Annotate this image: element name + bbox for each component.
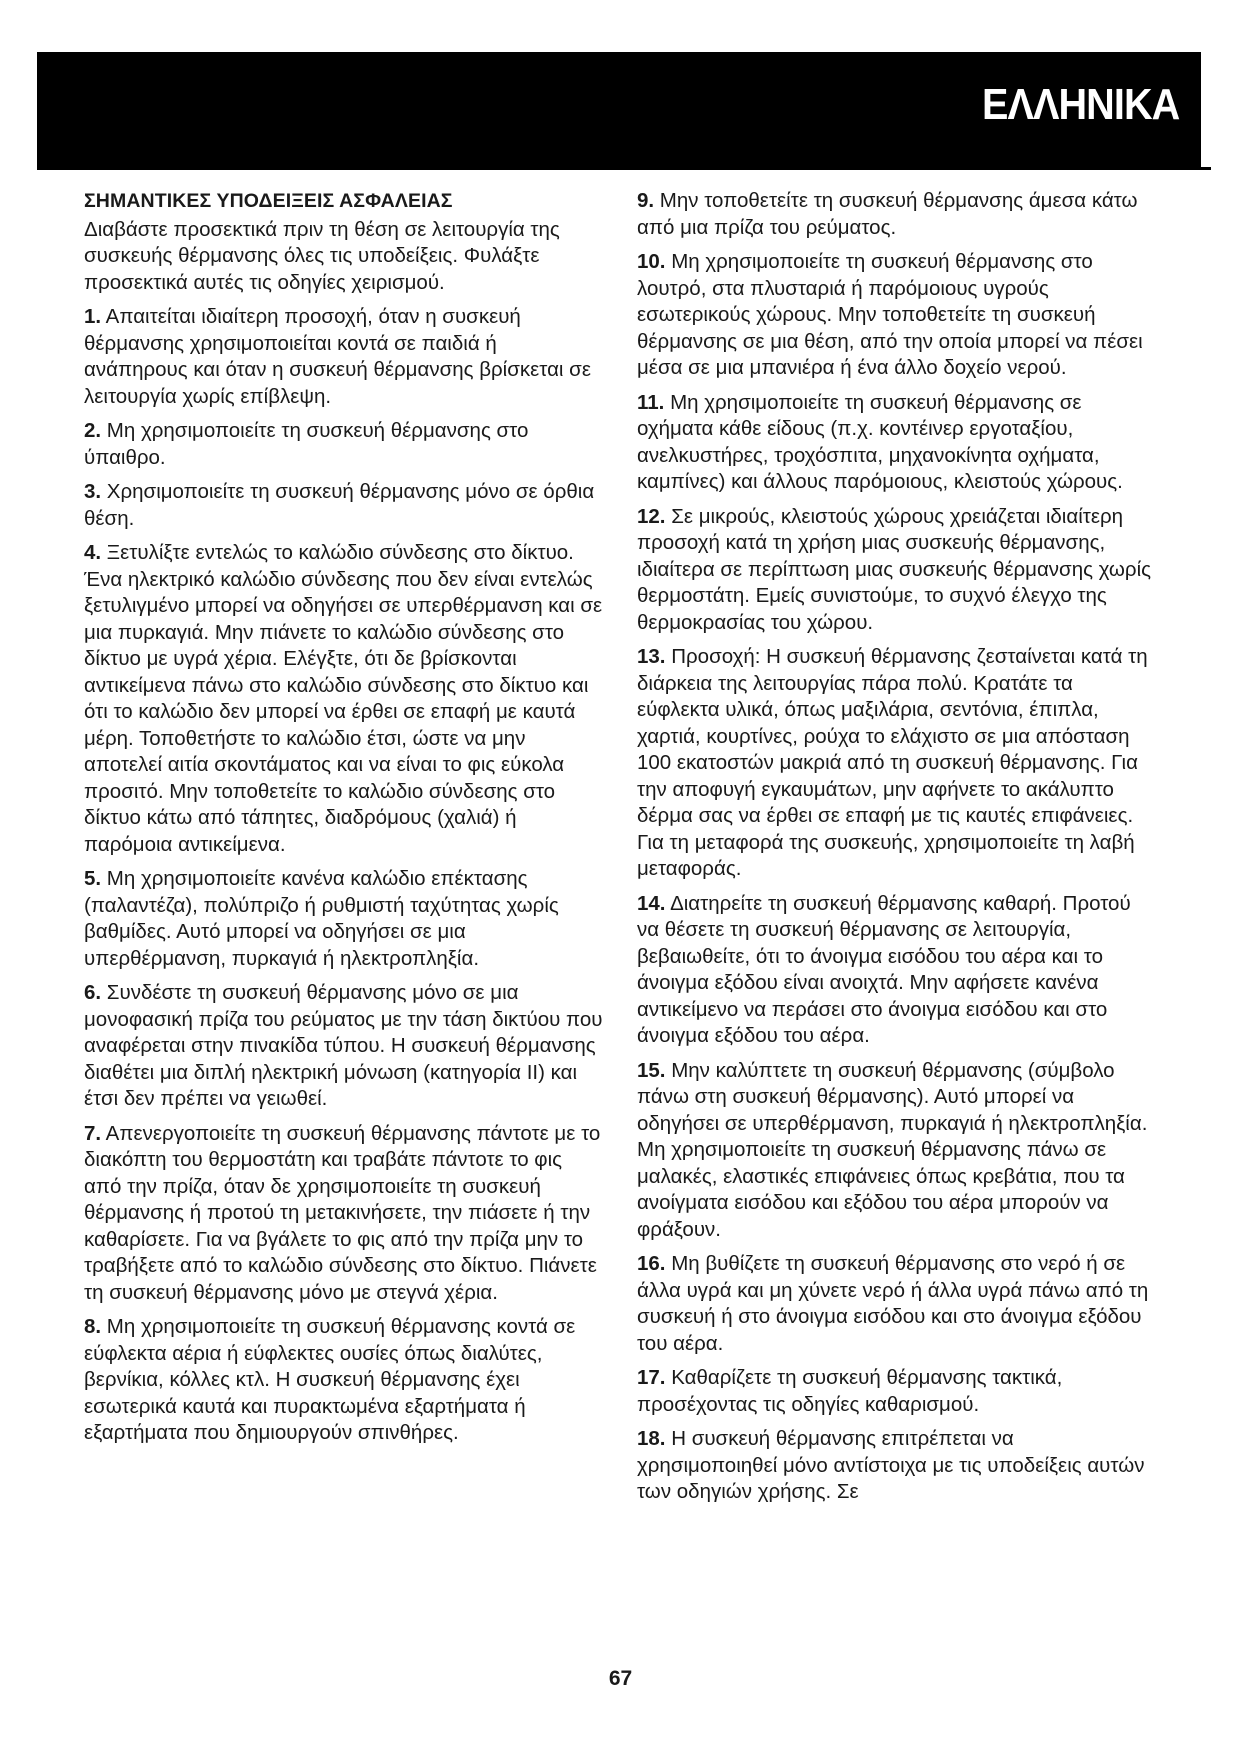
item-number: 6. [84, 981, 102, 1004]
item-number: 7. [84, 1121, 102, 1145]
safety-item [637, 1251, 1157, 1357]
item-number: 17. [637, 1366, 666, 1389]
item-text: Μη χρησιμοποιείτε τη συσκευή θέρμανσης στο ύπαιθρο. [84, 419, 529, 469]
page-number: 67 [608, 1667, 633, 1690]
safety-item [637, 390, 1157, 496]
item-number: 18. [637, 1427, 666, 1450]
safety-item [84, 479, 604, 532]
item-text: Μη χρησιμοποιείτε κανένα καλώδιο επέκτασης (παλαντέζα), πολύπριζο ή ρυθμιστή ταχύτητας χωρίς βαθμίδες. Αυτό μπορεί να οδηγήσει σε μια υπερθέρμανση, πυρκαγιά ή ηλεκτροπληξία. [84, 867, 559, 970]
item-number: 14. [637, 891, 666, 915]
item-text: Μην καλύπτετε τη συσκευή θέρμανσης (σύμβολο πάνω στη συσκευή θέρμανσης). Αυτό μπορεί να οδηγήσει σε υπερθέρμανση, πυρκαγιά ή ηλεκτροπληξία. Μη χρησιμοποιείτε τη συσκευή θέρμανσης πάνω σε μαλακές, ελαστικές επιφάνειες όπως κρεβάτια, που τα ανοίγματα εισόδου και εξόδου του αέρα μπορούν να φράξουν. [637, 1058, 1148, 1241]
item-number: 1. [84, 305, 102, 328]
item-number: 13. [637, 645, 666, 668]
section-intro: Διαβάστε προσεκτικά πριν τη θέση σε λειτουργία της συσκευής θέρμανσης όλες τις υποδείξεις. Φυλάξτε προσεκτικά αυτές τις οδηγίες χειρισμού. [84, 217, 560, 294]
safety-item [637, 504, 1157, 637]
left-column [84, 188, 604, 1455]
safety-item [637, 1058, 1157, 1244]
item-number: 12. [637, 504, 666, 528]
safety-item [84, 980, 604, 1113]
header-band [37, 52, 1201, 170]
item-text: Συνδέστε τη συσκευή θέρμανσης μόνο σε μια μονοφασική πρίζα του ρεύματος με την τάση δικτύου που αναφέρεται στην πινακίδα τύπου. Η συσκευή θέρμανσης διαθέτει μια διπλή ηλεκτρική μόνωση (κατηγορία II) και έτσι δεν πρέπει να γειωθεί. [84, 981, 603, 1110]
safety-item [637, 891, 1157, 1050]
item-number: 3. [84, 480, 102, 503]
item-text: Καθαρίζετε τη συσκευή θέρμανσης τακτικά, προσέχοντας τις οδηγίες καθαρισμού. [637, 1366, 1063, 1416]
item-number: 2. [84, 419, 102, 442]
item-number: 15. [637, 1058, 666, 1082]
item-number: 16. [637, 1252, 666, 1275]
safety-item [84, 418, 604, 471]
item-text: Μη βυθίζετε τη συσκευή θέρμανσης στο νερό ή σε άλλα υγρά και μη χύνετε νερό ή άλλα υγρά πάνω από τη συσκευή ή στο άνοιγμα εισόδου και στο άνοιγμα εξόδου του αέρα. [637, 1252, 1149, 1355]
safety-item [84, 304, 604, 410]
item-text: Απενεργοποιείτε τη συσκευή θέρμανσης πάντοτε με το διακόπτη του θερμοστάτη και τραβάτε πάντοτε το φις από την πρίζα, όταν δε χρησιμοποιείτε τη συσκευή θέρμανσης ή προτού τη μετακινήσετε, την πιάσετε ή την καθαρίσετε. Για να βγάλετε το φις από την πρίζα μην το τραβήξετε από το καλώδιο σύνδεσης στο δίκτυο. Πιάνετε τη συσκευή θέρμανσης μόνο με στεγνά χέρια. [84, 1121, 601, 1304]
item-number: 5. [84, 867, 102, 890]
language-label: ΕΛΛΗΝΙΚΑ [981, 80, 1179, 129]
item-number: 8. [84, 1315, 102, 1338]
item-text: Απαιτείται ιδιαίτερη προσοχή, όταν η συσκευή θέρμανσης χρησιμοποιείται κοντά σε παιδιά ή ανάπηρους και όταν η συσκευή θέρμανσης βρίσκεται σε λειτουργία χωρίς επίβλεψη. [84, 305, 591, 408]
safety-item [637, 1365, 1157, 1418]
safety-item [84, 866, 604, 972]
item-number: 4. [84, 541, 102, 564]
item-number: 9. [637, 189, 655, 212]
safety-item [637, 249, 1157, 382]
item-text: Προσοχή: Η συσκευή θέρμανσης ζεσταίνεται κατά τη διάρκεια της λειτουργίας πάρα πολύ. Κρατάτε τα εύφλεκτα υλικά, όπως μαξιλάρια, σεντόνια, έπιπλα, χαρτιά, κουρτίνες, ρούχα το ελάχιστο σε μια απόσταση 100 εκατοστών μακριά από τη συσκευή θέρμανσης. Για την αποφυγή εγκαυμάτων, μην αφήνετε το ακάλυπτο δέρμα σας να έρθει σε επαφή με τις καυτές επιφάνειες. Για τη μεταφορά της συσκευής, χρησιμοποιείτε τη λαβή μεταφοράς. [637, 645, 1148, 880]
item-number: 10. [637, 250, 666, 273]
item-text: Χρησιμοποιείτε τη συσκευή θέρμανσης μόνο σε όρθια θέση. [84, 480, 595, 530]
item-text: Μη χρησιμοποιείτε τη συσκευή θέρμανσης κοντά σε εύφλεκτα αέρια ή εύφλεκτες ουσίες όπως διαλύτες, βερνίκια, κόλλες κτλ. Η συσκευή θέρμανσης έχει εσωτερικά καυτά και πυρακτωμένα εξαρτήματα ή εξαρτήματα που δημιουργούν σπινθήρες. [84, 1315, 576, 1444]
item-text: Η συσκευή θέρμανσης επιτρέπεται να χρησιμοποιηθεί μόνο αντίστοιχα με τις υποδείξεις αυτών των οδηγιών χρήσης. Σε [637, 1427, 1145, 1503]
right-column [637, 188, 1157, 1514]
item-text: Μη χρησιμοποιείτε τη συσκευή θέρμανσης σε οχήματα κάθε είδους (π.χ. κοντέινερ εργοταξίου, ανελκυστήρες, τροχόσπιτα, μηχανοκίνητα οχήματα, καμπίνες) και άλλους παρόμοιους, κλειστούς χώρους. [637, 390, 1123, 493]
safety-item [84, 1121, 604, 1307]
item-text: Μη χρησιμοποιείτε τη συσκευή θέρμανσης στο λουτρό, στα πλυσταριά ή παρόμοιους υγρούς εσωτερικούς χώρους. Μην τοποθετείτε τη συσκευή θέρμανσης σε μια θέση, από την οποία μπορεί να πέσει μέσα σε μια μπανιέρα ή ένα άλλο δοχείο νερού. [637, 250, 1143, 379]
safety-item [84, 540, 604, 858]
item-number: 11. [637, 390, 665, 414]
item-text: Ξετυλίξτε εντελώς το καλώδιο σύνδεσης στο δίκτυο. Ένα ηλεκτρικό καλώδιο σύνδεσης που δεν είναι εντελώς ξετυλιγμένο μπορεί να οδηγήσει σε υπερθέρμανση και σε μια πυρκαγιά. Μην πιάνετε το καλώδιο σύνδεσης στο δίκτυο με υγρά χέρια. Ελέγξτε, ότι δε βρίσκονται αντικείμενα πάνω στο καλώδιο σύνδεσης στο δίκτυο και ότι το καλώδιο δεν μπορεί να έρθει σε επαφή με καυτά μέρη. Τοποθετήστε το καλώδιο έτσι, ώστε να μην αποτελεί αιτία σκοντάματος και να είναι το φις εύκολα προσιτό. Μην τοποθετείτε το καλώδιο σύνδεσης στο δίκτυο κάτω από τάπητες, διαδρόμους (χαλιά) ή παρόμοια αντικείμενα. [84, 541, 603, 856]
safety-item [637, 1426, 1157, 1506]
item-text: Μην τοποθετείτε τη συσκευή θέρμανσης άμεσα κάτω από μια πρίζα του ρεύματος. [637, 189, 1138, 239]
section-heading: ΣΗΜΑΝΤΙΚΕΣ ΥΠΟΔΕΙΞΕΙΣ ΑΣΦΑΛΕΙΑΣ [84, 190, 453, 212]
safety-item [637, 188, 1157, 241]
safety-item [84, 1314, 604, 1447]
item-text: Σε μικρούς, κλειστούς χώρους χρειάζεται ιδιαίτερη προσοχή κατά τη χρήση μιας συσκευής θέρμανσης, ιδιαίτερα σε περίπτωση μιας συσκευής θέρμανσης χωρίς θερμοστάτη. Εμείς συνιστούμε, το συχνό έλεγχο της θερμοκρασίας του χώρου. [637, 504, 1152, 634]
item-text: Διατηρείτε τη συσκευή θέρμανσης καθαρή. Προτού να θέσετε τη συσκευή θέρμανσης σε λειτουργία, βεβαιωθείτε, ότι το άνοιγμα εισόδου του αέρα και το άνοιγμα εξόδου είναι ανοιχτά. Μην αφήσετε κανένα αντικείμενο να περάσει στο άνοιγμα εισόδου και στο άνοιγμα εξόδου του αέρα. [637, 891, 1131, 1047]
header-rule [37, 167, 1211, 170]
safety-item [637, 644, 1157, 883]
